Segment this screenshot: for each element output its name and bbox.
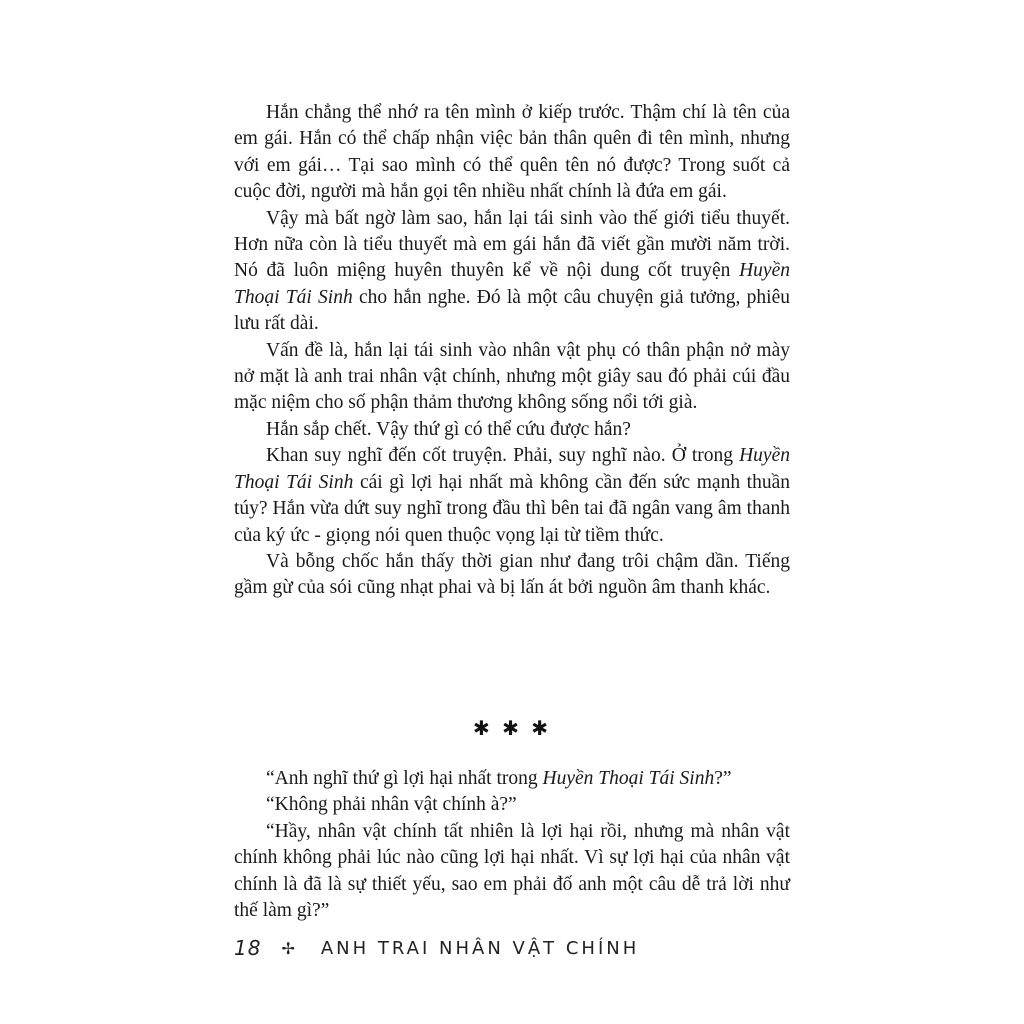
paragraph — [234, 549, 790, 602]
paragraph-text: Khan suy nghĩ đến cốt truyện. Phải, suy nghĩ nào. Ở trong — [266, 445, 740, 467]
paragraph — [234, 417, 790, 443]
body-text-top — [234, 100, 790, 602]
paragraph-text: “Anh nghĩ thứ gì lợi hại nhất trong — [266, 768, 543, 789]
book-title-italic: Huyền Thoại Tái Sinh — [542, 768, 715, 789]
paragraph-text: “Không phải nhân vật chính à?” — [266, 794, 517, 816]
paragraph — [234, 443, 790, 549]
paragraph — [234, 100, 790, 206]
book-title-italic: Huyền Thoại Tái Sinh — [234, 260, 790, 308]
page-footer — [234, 936, 639, 960]
paragraph-text: Và bỗng chốc hắn thấy thời gian như đang trôi chậm dần. Tiếng gầm gừ của sói cũng nhạt phai và bị lấn át bởi nguồn âm thanh khác. — [234, 550, 790, 599]
paragraph — [234, 766, 790, 792]
page-number: 18 — [234, 936, 262, 960]
paragraph-text: Vậy mà bất ngờ làm sao, hắn lại tái sinh vào thế giới tiểu thuyết. Hơn nữa còn là tiểu thuyết mà em gái hắn đã viết gần mười năm trời. Nó đã luôn miệng huyên thuyên kể về nội dung cốt truyện — [234, 207, 790, 282]
paragraph-text: “Hầy, nhân vật chính tất nhiên là lợi hại rồi, nhưng mà nhân vật chính không phải lúc nào cũng lợi hại nhất. Vì sự lợi hại của nhân vật chính là đã là sự thiết yếu, sao em phải đố anh một câu dễ trả lời như thế làm gì?” — [234, 820, 790, 922]
paragraph-text: cái gì lợi hại nhất mà không cần đến sức mạnh thuần túy? Hắn vừa dứt suy nghĩ trong đầu thì bên tai đã ngân vang âm thanh của ký ức - giọng nói quen thuộc vọng lại từ tiềm thức. — [234, 471, 790, 546]
body-text-bottom — [234, 766, 790, 924]
paragraph-text: ?” — [714, 768, 732, 789]
book-title-italic: Huyền Thoại Tái Sinh — [234, 445, 790, 493]
paragraph-text: cho hắn nghe. Đó là một câu chuyện giả tưởng, phiêu lưu rất dài. — [234, 286, 790, 335]
section-separator: ✱ ✱ ✱ — [473, 716, 551, 740]
paragraph-text: Hắn chẳng thể nhớ ra tên mình ở kiếp trước. Thậm chí là tên của em gái. Hắn có thể chấp nhận việc bản thân quên đi tên mình, nhưng với em gái… Tại sao mình có thể quên tên nó được? Trong suốt cả cuộc đời, người mà hắn gọi tên nhiều nhất chính là đứa em gái. — [234, 102, 790, 203]
paragraph-text: Hắn sắp chết. Vậy thứ gì có thể cứu được hắn? — [266, 418, 631, 440]
paragraph — [234, 206, 790, 338]
running-title: ANH TRAI NHÂN VẬT CHÍNH — [320, 937, 640, 959]
paragraph — [234, 792, 790, 818]
paragraph-text: Vấn đề là, hắn lại tái sinh vào nhân vật phụ có thân phận nở mày nở mặt là anh trai nhân vật chính, nhưng một giây sau đó phải cúi đầu mặc niệm cho số phận thảm thương không sống nổi tới già. — [234, 339, 790, 414]
paragraph — [234, 338, 790, 417]
ornament-icon: ✢ — [281, 938, 295, 958]
paragraph — [234, 819, 790, 925]
